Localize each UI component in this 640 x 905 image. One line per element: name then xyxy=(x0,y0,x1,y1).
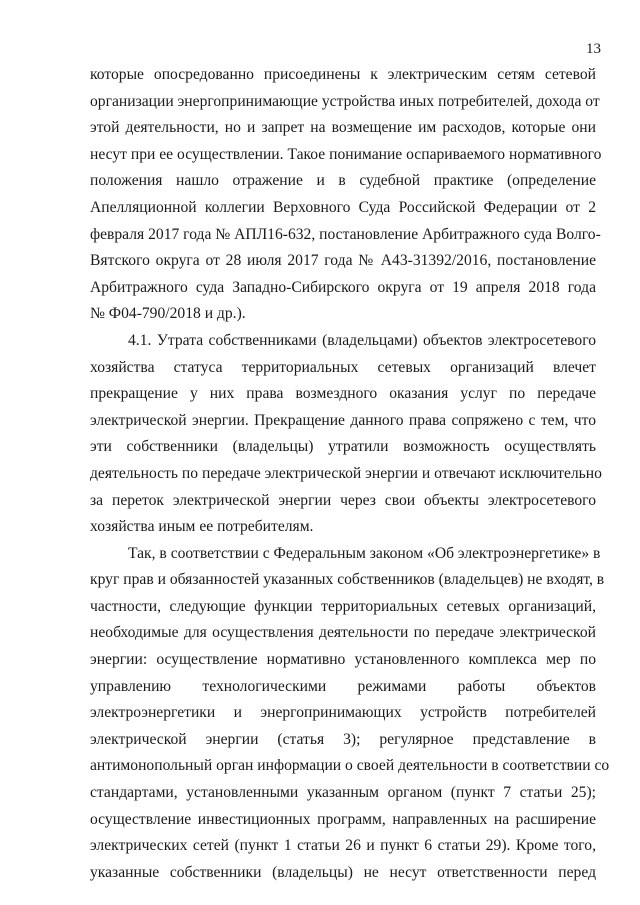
text-line: хозяйства статуса территориальных сетевых организаций влечет xyxy=(90,358,596,376)
text-line: этой деятельности, но и запрет на возмещение им расходов, которые они xyxy=(90,119,596,137)
text-line: которые опосредованно присоединены к электрическим сетям сетевой xyxy=(90,66,596,83)
text-line: положения нашло отражение и в судебной практике (определение xyxy=(90,172,596,190)
text-line: Апелляционной коллегии Верховного Суда Российской Федерации от 2 xyxy=(90,198,596,216)
text-line: организации энергопринимающие устройства иных потребителей, дохода от xyxy=(90,92,600,110)
text-line: стандартами, установленными указанным органом (пункт 7 статьи 25); xyxy=(90,784,596,802)
text-line: энергии: осуществление нормативно установленного комплекса мер по xyxy=(90,651,596,669)
text-line: 4.1. Утрата собственниками (владельцами) объектов электросетевого xyxy=(128,331,596,349)
text-line: управлению технологическими режимами работы объектов xyxy=(90,677,596,695)
text-line: хозяйства иным ее потребителям. xyxy=(90,518,314,536)
text-line: Так, в соответствии с Федеральным законом «Об электроэнергетике» в xyxy=(128,544,601,562)
text-line: за переток электрической энергии через свои объекты электросетевого xyxy=(90,491,596,509)
page-number: 13 xyxy=(586,41,601,57)
text-line: круг прав и обязанностей указанных собственников (владельцев) не входят, в xyxy=(90,571,605,589)
text-line: антимонопольный орган информации о своей деятельности в соответствии со xyxy=(90,757,610,775)
text-line: эти собственники (владельцы) утратили возможность осуществлять xyxy=(90,438,596,456)
text-line: электрических сетей (пункт 1 статьи 26 и пункт 6 статьи 29). Кроме того, xyxy=(90,837,596,855)
text-line: № Ф04-790/2018 и др.). xyxy=(90,305,246,323)
text-line: Вятского округа от 28 июля 2017 года № А43-31392/2016, постановление xyxy=(90,252,596,270)
text-line: электрической энергии (статья 3); регулярное представление в xyxy=(90,730,596,748)
text-line: прекращение у них права возмездного оказания услуг по передаче xyxy=(90,385,596,403)
text-line: осуществление инвестиционных программ, направленных на расширение xyxy=(90,810,596,828)
text-line: Арбитражного суда Западно-Сибирского округа от 19 апреля 2018 года xyxy=(90,278,596,296)
text-line: необходимые для осуществления деятельности по передаче электрической xyxy=(90,624,596,642)
text-line: деятельность по передаче электрической энергии и отвечают исключительно xyxy=(90,464,602,482)
text-line: электроэнергетики и энергопринимающих устройств потребителей xyxy=(90,704,596,722)
text-line: частности, следующие функции территориальных сетевых организаций, xyxy=(90,597,596,615)
text-line: несут при ее осуществлении. Такое понимание оспариваемого нормативного xyxy=(90,145,602,163)
text-line: февраля 2017 года № АПЛ16-632, постановление Арбитражного суда Волго- xyxy=(90,225,601,243)
text-line: электрической энергии. Прекращение данного права сопряжено с тем, что xyxy=(90,411,596,429)
text-line: указанные собственники (владельцы) не несут ответственности перед xyxy=(90,863,596,881)
body-text xyxy=(90,62,610,886)
